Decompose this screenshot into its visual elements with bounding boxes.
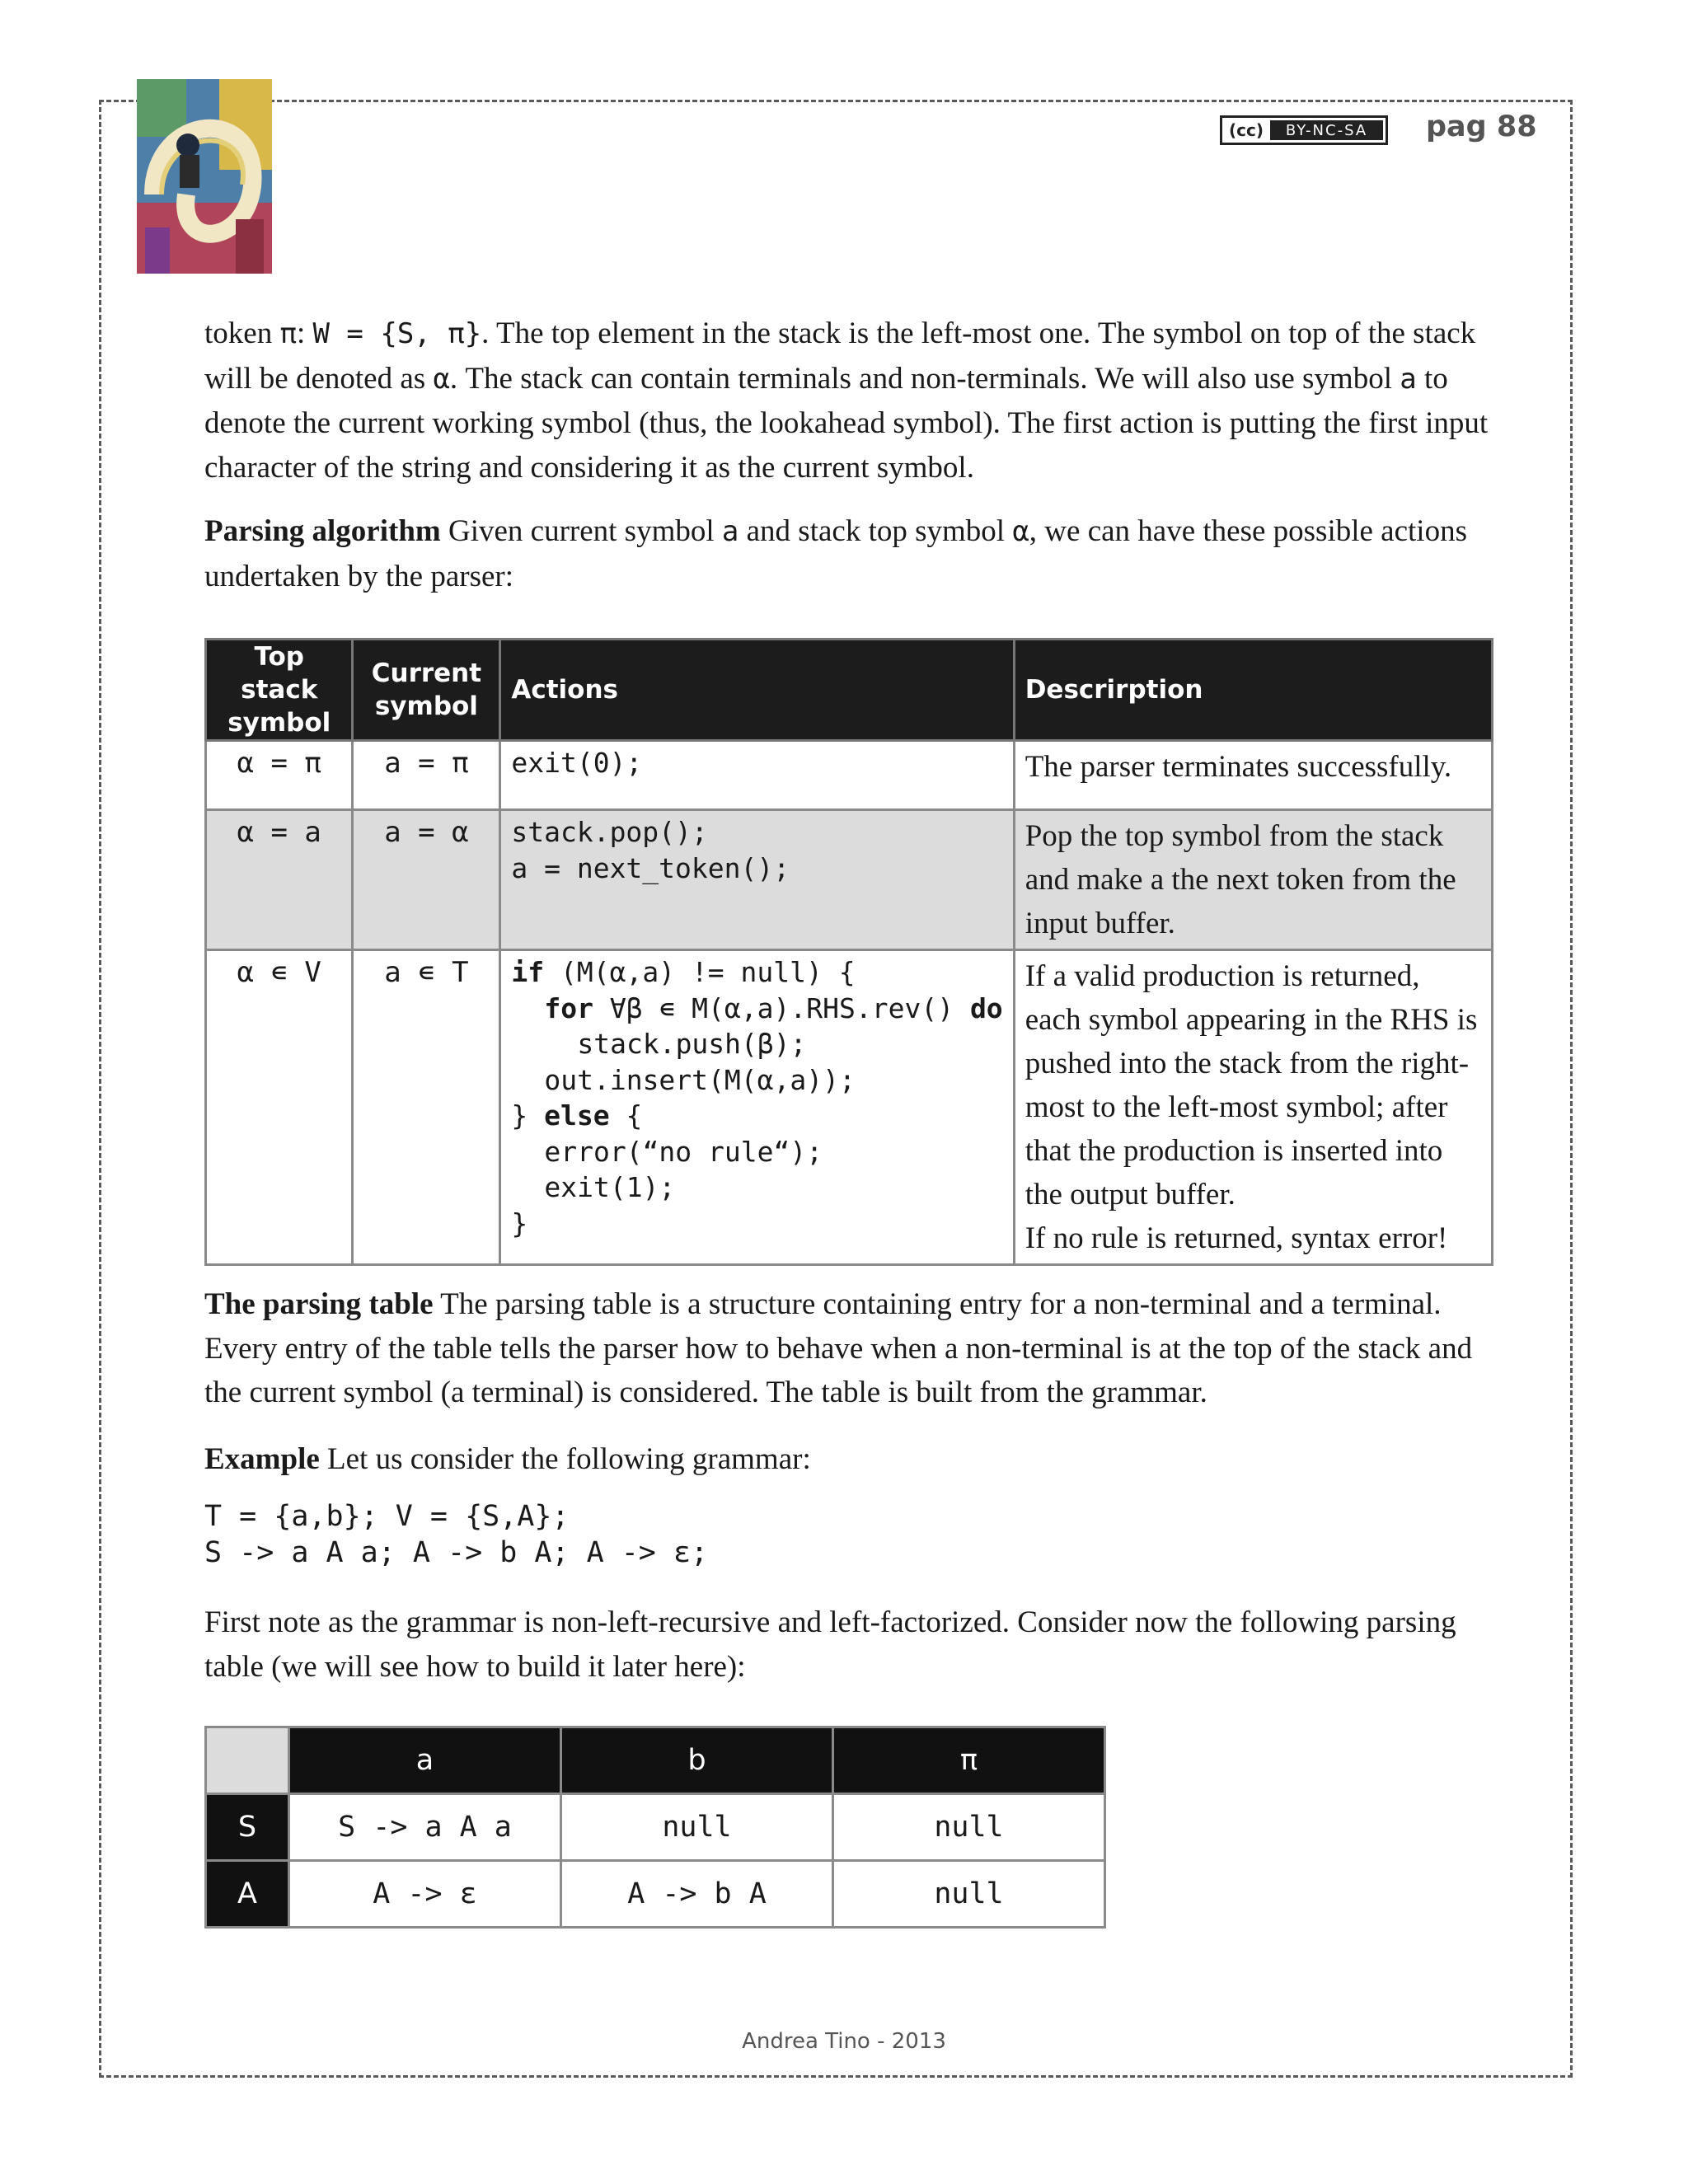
example-paragraph: Example Let us consider the following grammar: xyxy=(204,1442,811,1476)
example-paragraph-block xyxy=(204,1437,1507,1482)
note-paragraph: First note as the grammar is non-left-recursive and left-factorized. Consider now the following parsing table (we will see how to build it later here): xyxy=(204,1605,1456,1684)
algorithm-paragraph: Parsing algorithm Given current symbol a and stack top symbol α, we can have these possible actions undertaken by the parser: xyxy=(204,514,1467,593)
page-footer: Andrea Tino - 2013 xyxy=(742,2029,946,2054)
col-terminal-b: b xyxy=(561,1727,833,1794)
intro-paragraph: token π: W = {S, π}. The top element in the stack is the left-most one. The symbol on top of the stack will be denoted as α. The stack can contain terminals and non-terminals. We will also use symbol a to denote the current working symbol (thus, the lookahead symbol). The first action is putting the first input character of the string and considering it as the current symbol. xyxy=(204,316,1489,485)
example-heading: Example xyxy=(204,1442,320,1476)
license-label: BY-NC-SA xyxy=(1270,120,1383,140)
col-actions: Actions xyxy=(500,640,1014,741)
table-corner-cell xyxy=(206,1727,289,1794)
parser-actions-table xyxy=(204,638,1493,1266)
book-cover-thumbnail xyxy=(137,79,272,274)
grammar-line-2: S -> a A a; A -> b A; A -> ε; xyxy=(204,1536,709,1569)
table-row: S S -> a A a null null xyxy=(206,1794,1105,1861)
grammar-code-block xyxy=(204,1498,1507,1571)
row-head-S: S xyxy=(206,1794,289,1861)
row-head-A: A xyxy=(206,1861,289,1928)
col-current-symbol: Current symbol xyxy=(353,640,500,741)
table-row: α = π a = π exit(0); The parser terminates successfully. xyxy=(206,741,1493,810)
intro-paragraph-block xyxy=(204,312,1507,490)
cc-license-badge xyxy=(1220,115,1388,145)
table-row: A A -> ε A -> b A null xyxy=(206,1861,1105,1928)
cc-icon: (cc) xyxy=(1229,120,1264,140)
note-paragraph-block xyxy=(204,1601,1507,1689)
grammar-line-1: T = {a,b}; V = {S,A}; xyxy=(204,1500,570,1533)
parsing-table-paragraph-block xyxy=(204,1282,1507,1415)
col-description: Descrirption xyxy=(1014,640,1492,741)
col-terminal-pi: π xyxy=(833,1727,1105,1794)
table-row: α ∊ V a ∊ T if (M(α,a) != null) { for ∀β ∊ M(α,a).RHS.rev() do stack.push(β); out.insert(M(α,a)); } else { error(“no rule“); exit(1); } If a valid production is returned, each symbol appearing in the RHS is pushed into the stack from the right-most to the left-most symbol; after that the production is inserted into the output buffer. If no rule is returned, syntax error! xyxy=(206,950,1493,1265)
algorithm-paragraph-block xyxy=(204,509,1507,598)
ll1-parsing-table xyxy=(204,1726,1106,1929)
table-header-row xyxy=(206,1727,1105,1794)
algorithm-heading: Parsing algorithm xyxy=(204,514,441,548)
parsing-table-paragraph: The parsing table The parsing table is a structure containing entry for a non-terminal and a terminal. Every entry of the table tells the parser how to behave when a non-terminal is at the top of the stack and the current symbol (a terminal) is considered. The table is built from the grammar. xyxy=(204,1287,1473,1409)
table-header-row xyxy=(206,640,1493,741)
col-top-stack: Top stack symbol xyxy=(206,640,353,741)
parsing-table-heading: The parsing table xyxy=(204,1287,434,1321)
col-terminal-a: a xyxy=(289,1727,561,1794)
table-row: α = a a = α stack.pop(); a = next_token(); Pop the top symbol from the stack and make a the next token from the input buffer. xyxy=(206,810,1493,950)
page-number: pag 88 xyxy=(1426,110,1537,143)
